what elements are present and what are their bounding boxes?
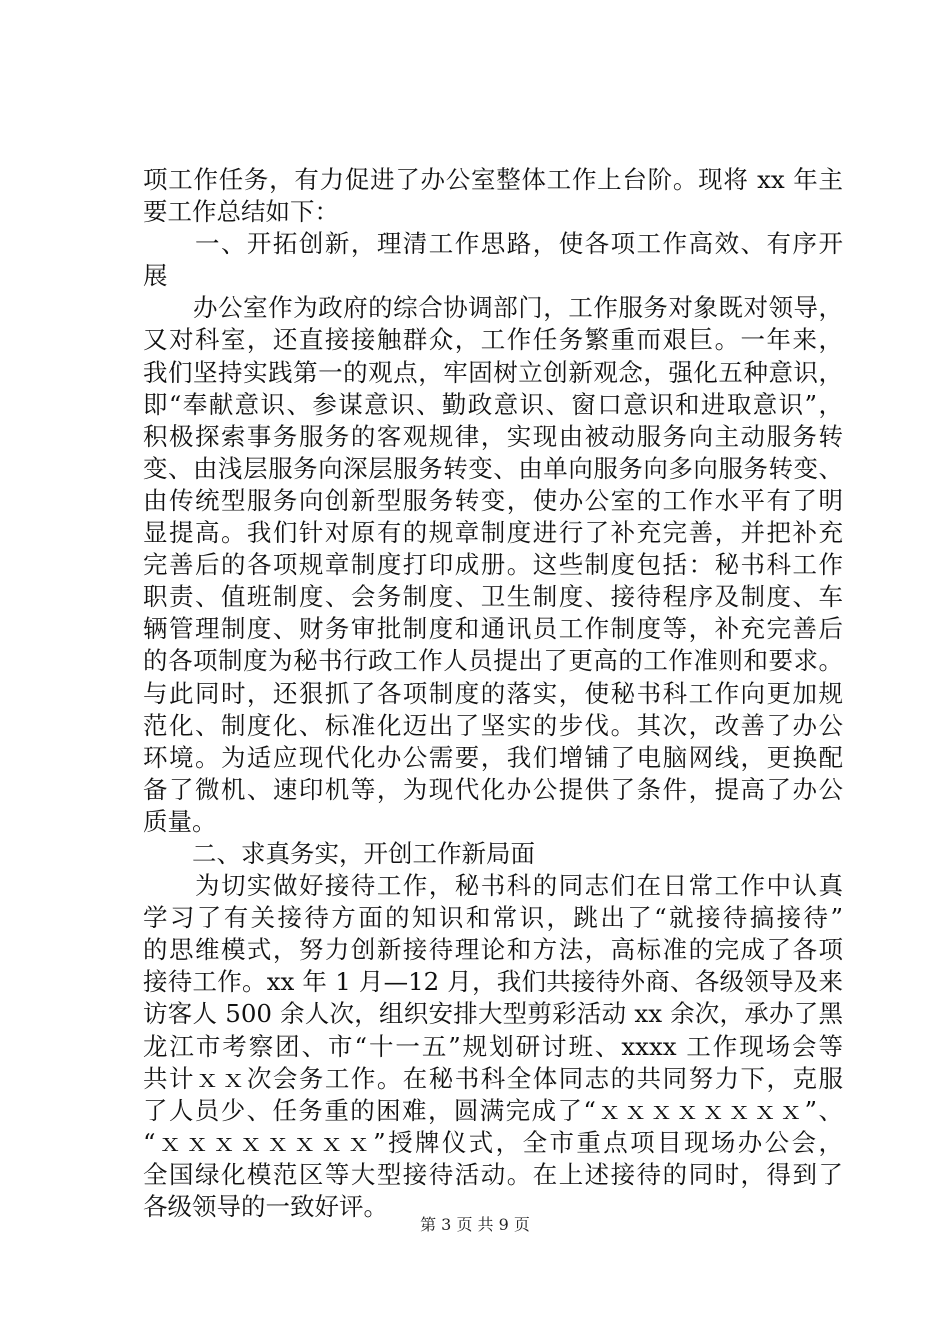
- text-line: 展: [143, 261, 168, 291]
- text-line: “ｘｘｘｘｘｘｘｘ”授牌仪式，全市重点项目现场办公会，: [143, 1127, 843, 1157]
- text-line: 范化、制度化、标准化迈出了坚实的步伐。其次，改善了办公: [143, 710, 843, 740]
- text-line: 的各项制度为秘书行政工作人员提出了更高的工作准则和要求。: [143, 646, 843, 676]
- text-line: 完善后的各项规章制度打印成册。这些制度包括：秘书科工作: [143, 550, 843, 580]
- text-line: 二、求真务实，开创工作新局面: [143, 838, 535, 868]
- text-line: 全国绿化模范区等大型接待活动。在上述接待的同时，得到了: [143, 1159, 843, 1189]
- text-line: 龙江市考察团、市“十一五”规划研讨班、xxxx 工作现场会等: [143, 1031, 843, 1061]
- text-line: 积极探索事务服务的客观规律，实现由被动服务向主动服务转: [143, 421, 843, 451]
- text-line: 一、开拓创新，理清工作思路，使各项工作高效、有序开: [143, 229, 843, 259]
- text-line: 又对科室，还直接接触群众，工作任务繁重而艰巨。一年来，: [143, 325, 843, 355]
- text-line: 由传统型服务向创新型服务转变，使办公室的工作水平有了明: [143, 485, 843, 515]
- text-line: 了人员少、任务重的困难，圆满完成了“ｘｘｘｘｘｘｘｘ”、: [143, 1095, 843, 1125]
- text-line: 访客人 500 余人次，组织安排大型剪彩活动 xx 余次，承办了黑: [143, 999, 843, 1029]
- text-line: 辆管理制度、财务审批制度和通讯员工作制度等，补充完善后: [143, 614, 843, 644]
- text-line: 质量。: [143, 806, 217, 836]
- text-line: 学习了有关接待方面的知识和常识，跳出了“就接待搞接待”: [143, 903, 843, 933]
- body-text: [143, 164, 843, 1223]
- text-line: 的思维模式，努力创新接待理论和方法，高标准的完成了各项: [143, 935, 843, 965]
- page-number-footer: 第 3 页 共 9 页: [420, 1215, 530, 1234]
- text-line: 即“奉献意识、参谋意识、勤政意识、窗口意识和进取意识”，: [143, 389, 843, 419]
- text-line: 办公室作为政府的综合协调部门，工作服务对象既对领导，: [143, 293, 843, 323]
- text-line: 接待工作。xx 年 1 月—12 月，我们共接待外商、各级领导及来: [143, 967, 843, 997]
- text-line: 备了微机、速印机等，为现代化办公提供了条件，提高了办公: [143, 774, 843, 804]
- text-line: 显提高。我们针对原有的规章制度进行了补充完善，并把补充: [143, 518, 843, 548]
- text-line: 与此同时，还狠抓了各项制度的落实，使秘书科工作向更加规: [143, 678, 843, 708]
- text-line: 各级领导的一致好评。: [143, 1192, 388, 1221]
- text-line: 我们坚持实践第一的观点，牢固树立创新观念，强化五种意识，: [143, 357, 843, 387]
- text-line: 项工作任务，有力促进了办公室整体工作上台阶。现将 xx 年主: [143, 165, 843, 194]
- text-line: 变、由浅层服务向深层服务转变、由单向服务向多向服务转变、: [143, 453, 843, 483]
- text-line: 为切实做好接待工作，秘书科的同志们在日常工作中认真: [143, 871, 843, 901]
- text-line: 共计ｘｘ次会务工作。在秘书科全体同志的共同努力下，克服: [143, 1063, 843, 1093]
- text-line: 职责、值班制度、会务制度、卫生制度、接待程序及制度、车: [143, 582, 843, 612]
- text-line: 环境。为适应现代化办公需要，我们增铺了电脑网线，更换配: [143, 742, 843, 772]
- text-line: 要工作总结如下：: [143, 197, 339, 227]
